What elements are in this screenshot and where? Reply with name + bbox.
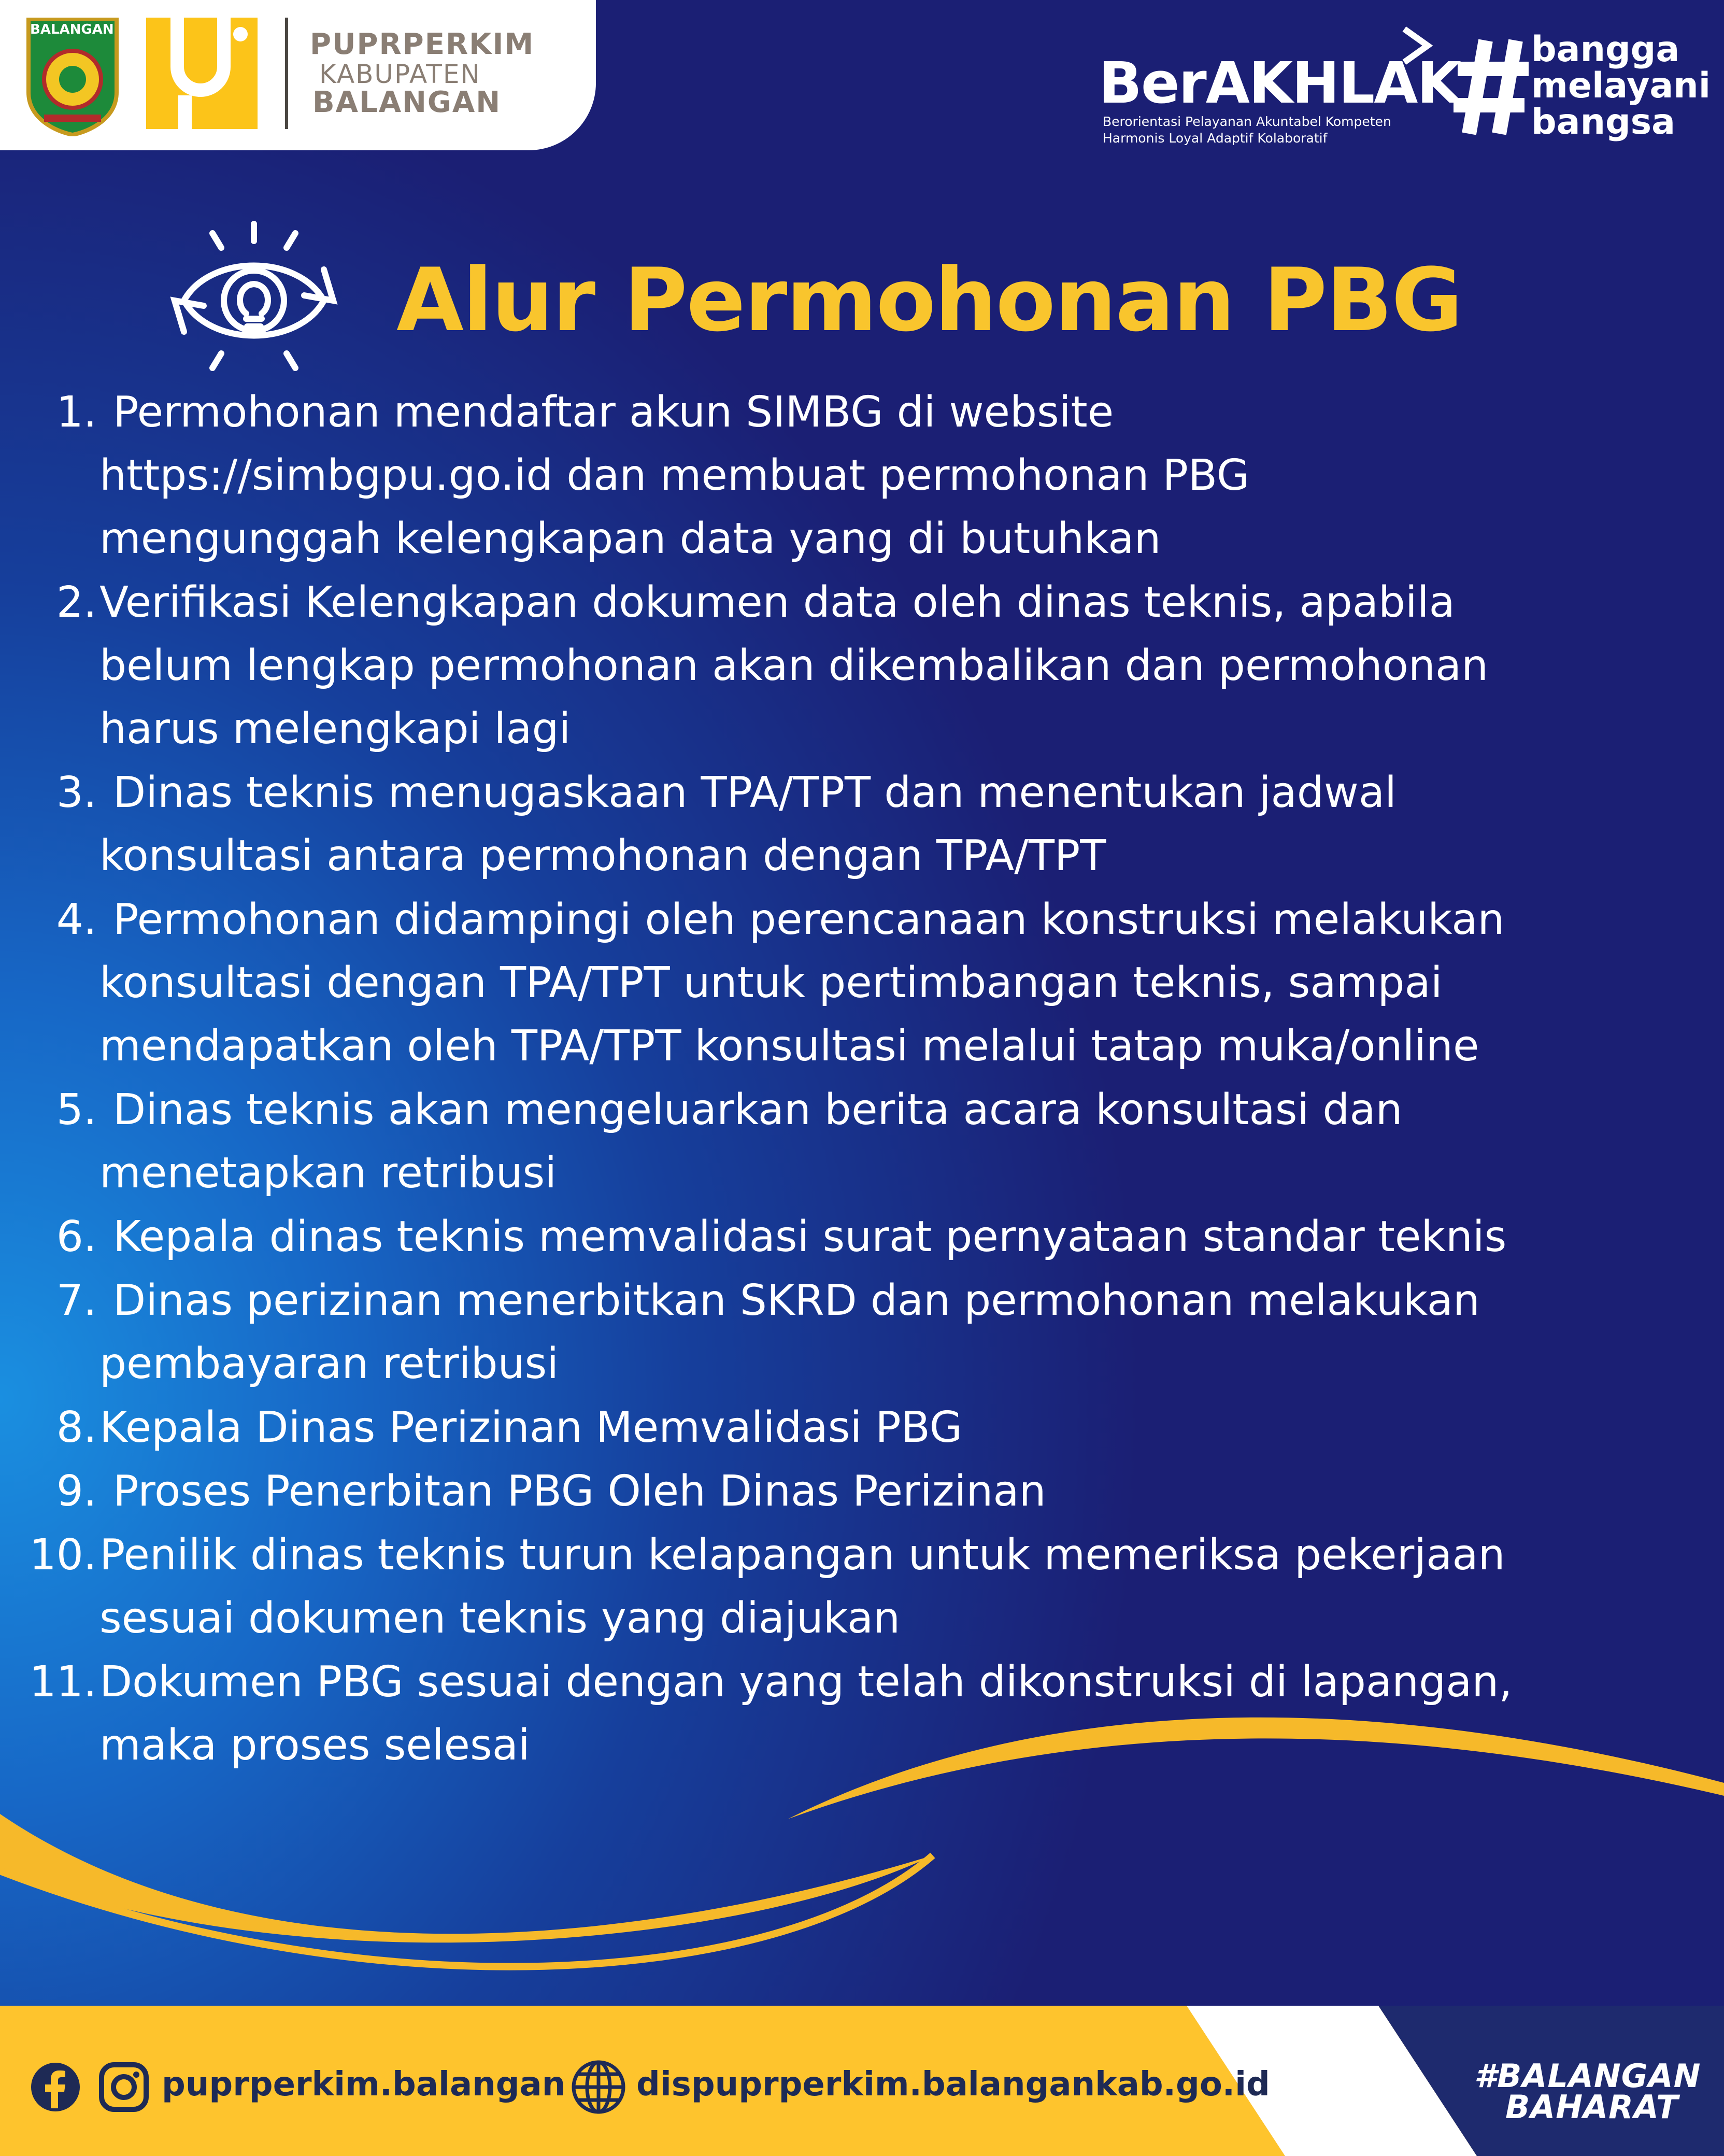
step-number: 2. (56, 578, 97, 627)
list-item (0, 1651, 1724, 1777)
step-number: 11. (29, 1657, 97, 1707)
bangga-line-3: bangsa (1531, 102, 1676, 143)
org-name-line3: BALANGAN (312, 86, 502, 119)
bangga-line-1: bangga (1531, 29, 1680, 70)
org-name-line2: KABUPATEN (319, 59, 481, 89)
list-item (0, 571, 1724, 761)
step-number: 4. (56, 895, 97, 944)
list-item (0, 761, 1724, 888)
chevron-right-icon (1399, 25, 1435, 66)
step-text: Permohonan mendaftar akun SIMBG di website https://simbgpu.go.id dan membuat permohonan PBG mengunggah kelengkapan data yang di butuhkan (99, 388, 1250, 563)
website-link[interactable]: dispuprperkim.balangankab.go.id (636, 2065, 1270, 2104)
list-item (0, 1269, 1724, 1396)
list-item (0, 1396, 1724, 1459)
facebook-icon[interactable] (30, 2062, 81, 2112)
berakhlak-subtitle-1: Berorientasi Pelayanan Akuntabel Kompeten (1103, 114, 1391, 129)
step-number: 10. (29, 1530, 97, 1580)
list-item (0, 1460, 1724, 1523)
list-item (0, 1524, 1724, 1650)
step-text: Dinas teknis akan mengeluarkan berita acara konsultasi dan menetapkan retribusi (99, 1085, 1403, 1198)
step-text: Kepala dinas teknis memvalidasi surat pernyataan standar teknis (99, 1212, 1507, 1261)
berakhlak-subtitle-2: Harmonis Loyal Adaptif Kolaboratif (1103, 131, 1328, 146)
step-number: 5. (56, 1085, 97, 1134)
pu-logo (146, 18, 258, 129)
eye-lightbulb-icon (168, 218, 339, 384)
list-item (0, 888, 1724, 1078)
step-text: Dinas teknis menugaskaan TPA/TPT dan menentukan jadwal konsultasi antara permohonan dengan TPA/TPT (99, 768, 1397, 881)
globe-icon (570, 2059, 627, 2116)
step-text: Proses Penerbitan PBG Oleh Dinas Perizinan (99, 1467, 1046, 1516)
step-text: Dinas perizinan menerbitkan SKRD dan permohonan melakukan pembayaran retribusi (99, 1276, 1480, 1388)
bangga-line-2: melayani (1531, 65, 1711, 106)
step-text: Kepala Dinas Perizinan Memvalidasi PBG (99, 1403, 963, 1452)
step-text: Verifikasi Kelengkapan dokumen data oleh dinas teknis, apabila belum lengkap permohonan akan dikembalikan dan permohonan harus melengkapi lagi (99, 578, 1489, 754)
hashtag-balangan-line-1: #BALANGAN (1474, 2057, 1701, 2095)
step-number: 8. (56, 1403, 97, 1452)
step-number: 6. (56, 1212, 97, 1261)
list-item (0, 381, 1724, 571)
header-divider (285, 18, 288, 129)
org-name-line1: PUPRPERKIM (310, 27, 535, 61)
step-text: Dokumen PBG sesuai dengan yang telah dikonstruksi di lapangan, maka proses selesai (99, 1657, 1513, 1770)
list-item (0, 1205, 1724, 1269)
step-text: Permohonan didampingi oleh perencanaan konstruksi melakukan konsultasi dengan TPA/TPT untuk pertimbangan teknis, sampai mendapatkan oleh TPA/TPT konsultasi melalui tatap muka/online (99, 895, 1505, 1071)
instagram-icon[interactable] (98, 2062, 149, 2112)
emblem-label: BALANGAN (30, 22, 114, 37)
step-number: 9. (56, 1467, 97, 1516)
hashtag-balangan-line-2: BAHARAT (1505, 2088, 1679, 2126)
step-number: 1. (56, 388, 97, 437)
list-item (0, 1079, 1724, 1205)
page-title: Alur Permohonan PBG (396, 249, 1462, 351)
step-number: 3. (56, 768, 97, 817)
hashtag-icon (1454, 35, 1531, 139)
step-text: Penilik dinas teknis turun kelapangan untuk memeriksa pekerjaan sesuai dokumen teknis yang diajukan (99, 1530, 1505, 1643)
step-number: 7. (56, 1276, 97, 1325)
social-handle[interactable]: puprperkim.balangan (162, 2065, 566, 2104)
berakhlak-logo: BerAKHLAK (1099, 50, 1460, 116)
